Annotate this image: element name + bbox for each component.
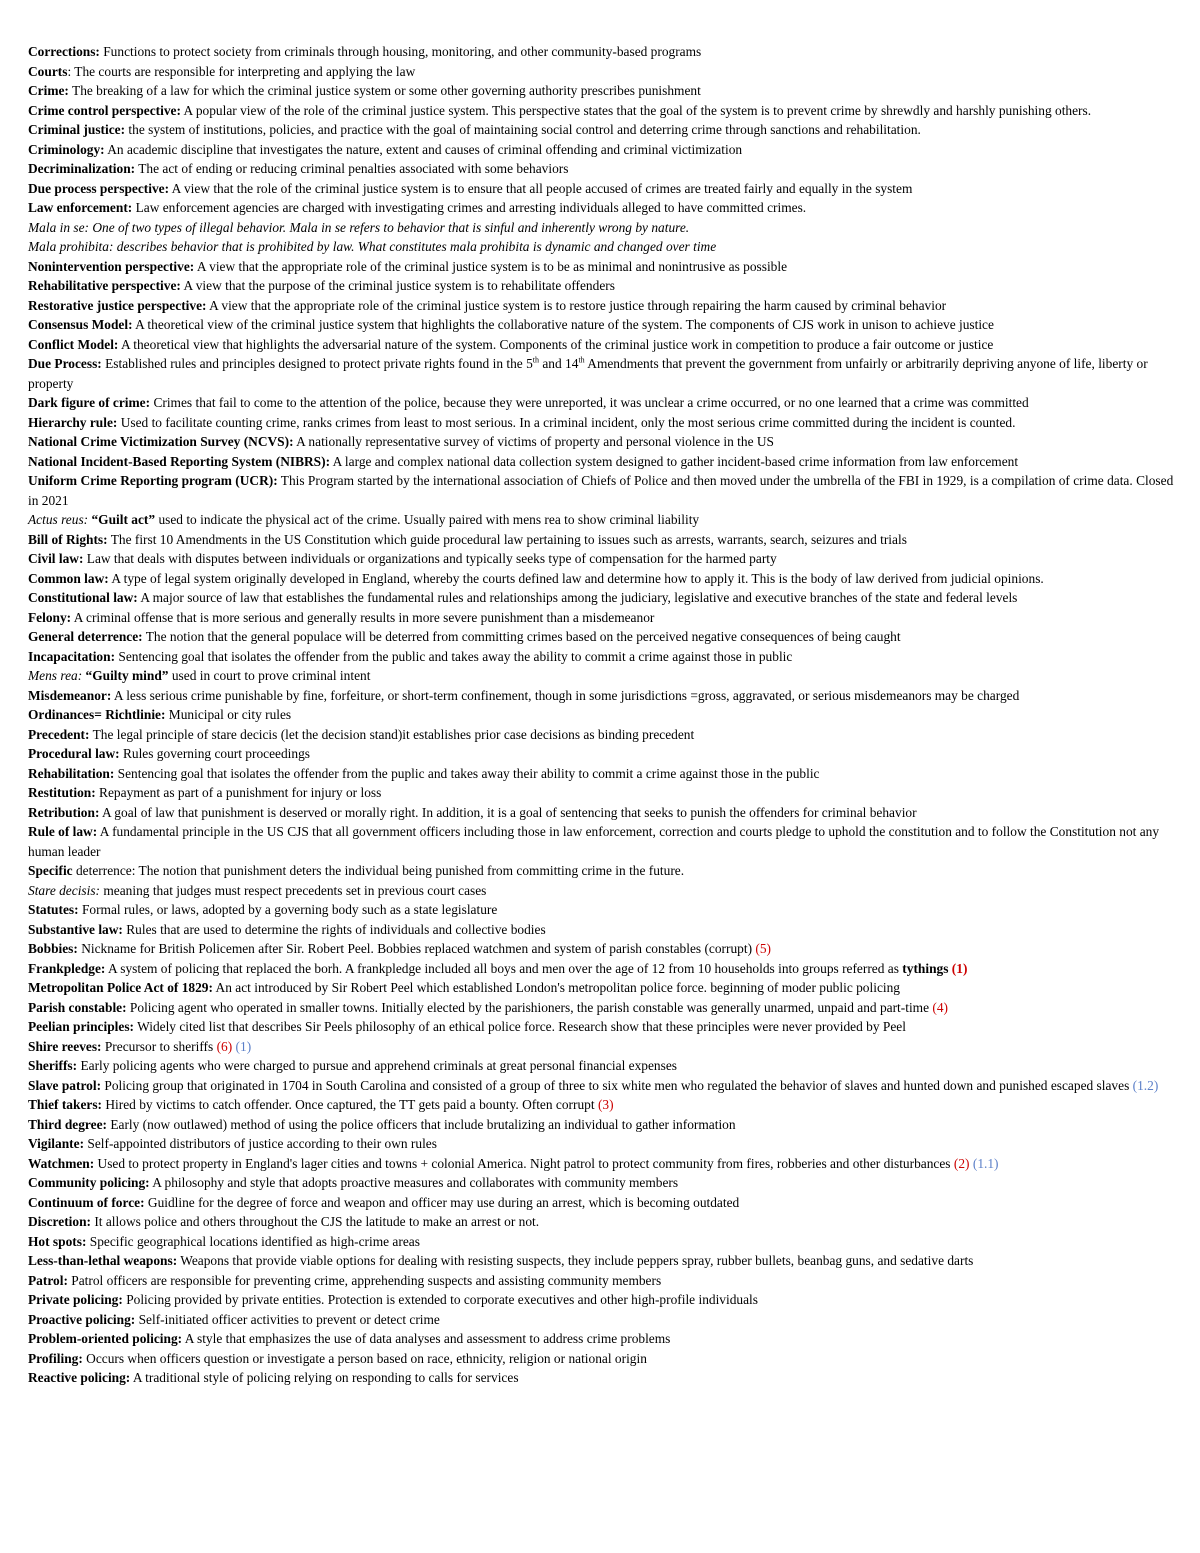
term-label: Third degree: bbox=[28, 1116, 107, 1132]
term-label: Due process perspective: bbox=[28, 180, 170, 196]
definition-text: The notion that the general populace will be deterred from committing crimes based on the perceived negative consequences of being caught bbox=[142, 629, 901, 644]
definition-text: It allows police and others throughout the CJS the latitude to make an arrest or not. bbox=[90, 1214, 540, 1229]
term-label: Metropolitan Police Act of 1829: bbox=[28, 980, 213, 995]
term-label: Civil law: bbox=[28, 551, 84, 566]
glossary-entry bbox=[28, 725, 1176, 745]
definition-text: Policing provided by private entities. Protection is extended to corporate executives and other high-profile individuals bbox=[122, 1292, 758, 1307]
term-label: National Crime Victimization Survey (NCVS): bbox=[28, 434, 294, 449]
definition-text: A view that the role of the criminal justice system is to ensure that all people accused of crimes are treated fairly and equally in the system bbox=[169, 180, 913, 196]
term-label: Hierarchy rule: bbox=[28, 414, 118, 430]
definition-text: A type of legal system originally developed in England, whereby the courts defined law and determine how to apply it. This is the body of law derived from judicial opinions. bbox=[108, 570, 1044, 586]
term-label: Due Process: bbox=[28, 356, 102, 371]
glossary-entry bbox=[28, 1193, 1176, 1213]
definition-text: The breaking of a law for which the criminal justice system or some other governing authority prescribes punishment bbox=[68, 83, 701, 98]
term-label: Proactive policing: bbox=[28, 1311, 136, 1327]
glossary-entry bbox=[28, 1115, 1176, 1135]
glossary-entry bbox=[28, 1037, 1176, 1057]
glossary-entry bbox=[28, 198, 1176, 218]
definition-text: This Program started by the international association of Chiefs of Police and then moved under the umbrella of the FBI in 1929, is a compilation of crime data. Closed in 2021 bbox=[28, 473, 1174, 508]
definition-text: Rules governing court proceedings bbox=[119, 746, 311, 761]
superscript: th bbox=[532, 355, 540, 365]
term-label: Decriminalization: bbox=[28, 161, 136, 176]
term-label: Conflict Model: bbox=[28, 336, 119, 352]
term-label: Slave patrol: bbox=[28, 1077, 102, 1093]
definition-text: A traditional style of policing relying on responding to calls for services bbox=[130, 1370, 519, 1385]
definition-text: A theoretical view of the criminal justice system that highlights the collaborative nature of the system. The components of CJS work in unison to achieve justice bbox=[132, 317, 994, 332]
glossary-entry bbox=[28, 81, 1176, 101]
term-label: Crime: bbox=[28, 83, 69, 98]
italic-text: Mala in se: One of two types of illegal behavior. Mala in se refers to behavior that is sinful and inherently wrong by nature. bbox=[28, 219, 690, 235]
glossary-entry bbox=[28, 120, 1176, 140]
term-label: Rehabilitative perspective: bbox=[28, 278, 181, 293]
definition-text: The first 10 Amendments in the US Constitution which guide procedural law pertaining to issues such as arrests, warrants, search, seizures and trials bbox=[107, 531, 907, 547]
glossary-entry bbox=[28, 1017, 1176, 1037]
definition-text: Crimes that fail to come to the attention of the police, because they were unreported, it was unclear a crime occurred, or no one learned that a crime was committed bbox=[150, 395, 1029, 410]
definition-text: A view that the appropriate role of the criminal justice system is to restore justice through repairing the harm caused by criminal behavior bbox=[206, 297, 947, 313]
italic-text: Mens rea: bbox=[28, 668, 83, 683]
definition-text: A theoretical view that highlights the adversarial nature of the system. Components of the criminal justice work in competition to produce a fair outcome or justice bbox=[118, 336, 994, 352]
term-label: Uniform Crime Reporting program (UCR): bbox=[28, 473, 278, 488]
definition-text: A fundamental principle in the US CJS that all government officers including those in law enforcement, correction and courts pledge to uphold the constitution and to follow the Constitution not any human leader bbox=[28, 824, 1160, 859]
term-label: Patrol: bbox=[28, 1272, 68, 1288]
glossary-entry bbox=[28, 257, 1176, 277]
term-label: Watchmen: bbox=[28, 1155, 95, 1171]
glossary-entry bbox=[28, 393, 1176, 413]
glossary-entry bbox=[28, 1251, 1176, 1271]
definition-text: Widely cited list that describes Sir Peels philosophy of an ethical police force. Research show that these principles were never provided by Peel bbox=[134, 1019, 906, 1034]
glossary-entry bbox=[28, 1368, 1176, 1388]
definition-text: and 14 bbox=[539, 356, 579, 371]
glossary-entry bbox=[28, 705, 1176, 725]
term-label: Courts bbox=[28, 63, 68, 79]
glossary-entry bbox=[28, 1173, 1176, 1193]
definition-text: A philosophy and style that adopts proactive measures and collaborates with community members bbox=[149, 1175, 679, 1190]
glossary-entry bbox=[28, 315, 1176, 335]
definition-text: An act introduced by Sir Robert Peel which established London's metropolitan police force. beginning of moder public policing bbox=[212, 980, 900, 995]
glossary-entry bbox=[28, 764, 1176, 784]
glossary-entry bbox=[28, 218, 1176, 238]
definition-text: Sentencing goal that isolates the offender from the public and takes away the ability to commit a crime against those in public bbox=[115, 648, 793, 664]
term-label: National Incident-Based Reporting System (NIBRS): bbox=[28, 453, 331, 469]
definition-text: Law that deals with disputes between individuals or organizations and typically seeks type of compensation for the harmed party bbox=[83, 551, 777, 566]
definition-text: Self-initiated officer activities to prevent or detect crime bbox=[135, 1311, 440, 1327]
term-label: Parish constable: bbox=[28, 999, 127, 1015]
superscript: th bbox=[578, 355, 585, 365]
term-label: Consensus Model: bbox=[28, 317, 133, 332]
glossary-entry bbox=[28, 159, 1176, 179]
glossary-entry bbox=[28, 686, 1176, 706]
definition-text: Repayment as part of a punishment for injury or loss bbox=[95, 785, 382, 800]
term-label: Dark figure of crime: bbox=[28, 395, 151, 410]
term-label: Criminal justice: bbox=[28, 122, 126, 137]
term-label: Procedural law: bbox=[28, 746, 120, 761]
term-label: Rule of law: bbox=[28, 824, 98, 839]
glossary-entry bbox=[28, 530, 1176, 550]
definition-text: Used to facilitate counting crime, ranks crimes from least to most serious. In a criminal incident, only the most serious crime committed during the incident is counted. bbox=[117, 414, 1016, 430]
definition-text: A view that the purpose of the criminal justice system is to rehabilitate offenders bbox=[180, 278, 615, 293]
term-label: Rehabilitation: bbox=[28, 765, 115, 781]
definition-text: The legal principle of stare decicis (let the decision stand)it establishes prior case decisions as binding precedent bbox=[89, 726, 695, 742]
glossary-entry bbox=[28, 276, 1176, 296]
term-label: Reactive policing: bbox=[28, 1370, 131, 1385]
definition-text: A large and complex national data collection system designed to gather incident-based crime information from law enforcement bbox=[330, 453, 1019, 469]
term-label: Misdemeanor: bbox=[28, 687, 112, 703]
glossary-entry bbox=[28, 179, 1176, 199]
red-annotation: (3) bbox=[597, 1097, 614, 1112]
blue-annotation: (1.2) bbox=[1132, 1077, 1159, 1093]
italic-text: Actus reus: bbox=[28, 512, 89, 527]
term-label: Law enforcement: bbox=[28, 200, 133, 215]
glossary-entry bbox=[28, 627, 1176, 647]
glossary-entry bbox=[28, 1076, 1176, 1096]
glossary-entry bbox=[28, 783, 1176, 803]
definition-text: An academic discipline that investigates the nature, extent and causes of criminal offending and criminal victimization bbox=[104, 141, 743, 157]
definition-text: Functions to protect society from criminals through housing, monitoring, and other community-based programs bbox=[99, 44, 702, 59]
definition-text: Policing group that originated in 1704 in South Carolina and consisted of a group of three to six white men who regulated the behavior of slaves and hunted down and punished escaped slaves bbox=[101, 1077, 1133, 1093]
term-label: Criminology: bbox=[28, 141, 105, 157]
term-label: Common law: bbox=[28, 570, 109, 586]
definition-text: Precursor to sheriffs bbox=[101, 1038, 217, 1054]
term-label: Frankpledge: bbox=[28, 960, 106, 976]
term-label: Less-than-lethal weapons: bbox=[28, 1253, 178, 1268]
definition-text: A nationally representative survey of victims of property and personal violence in the US bbox=[293, 434, 774, 449]
term-label: Hot spots: bbox=[28, 1233, 87, 1249]
definition-text: A criminal offense that is more serious and generally results in more severe punishment than a misdemeanor bbox=[71, 609, 655, 625]
term-label: Corrections: bbox=[28, 44, 100, 59]
term-label: Vigilante: bbox=[28, 1136, 85, 1151]
glossary-entry bbox=[28, 920, 1176, 940]
definition-text: used in court to prove criminal intent bbox=[168, 668, 371, 683]
definition-text: A goal of law that punishment is deserved or morally right. In addition, it is a goal of sentencing that seeks to punish the offenders for criminal behavior bbox=[99, 804, 917, 820]
glossary-entry bbox=[28, 1232, 1176, 1252]
glossary-entry bbox=[28, 1134, 1176, 1154]
glossary-entry bbox=[28, 140, 1176, 160]
definition-text: deterrence: The notion that punishment deters the individual being punished from committing crime in the future. bbox=[72, 863, 685, 878]
glossary-entry bbox=[28, 42, 1176, 62]
glossary-entry bbox=[28, 861, 1176, 881]
definition-text: Amendments that prevent the government from unfairly or arbitrarily depriving anyone of life, liberty or property bbox=[28, 356, 1148, 391]
definition-text: A style that emphasizes the use of data analyses and assessment to address crime problems bbox=[182, 1331, 671, 1346]
term-label: Private policing: bbox=[28, 1292, 123, 1307]
term-label: Discretion: bbox=[28, 1214, 91, 1229]
italic-text: Stare decisis: bbox=[28, 882, 101, 898]
glossary-entry bbox=[28, 998, 1176, 1018]
glossary-entry bbox=[28, 549, 1176, 569]
definition-text: A view that the appropriate role of the criminal justice system is to be as minimal and nonintrusive as possible bbox=[194, 258, 788, 274]
definition-text: Sentencing goal that isolates the offender from the puplic and takes away their ability to commit a crime against those in the public bbox=[114, 765, 820, 781]
definition-text: Formal rules, or laws, adopted by a governing body such as a state legislature bbox=[78, 902, 498, 917]
glossary-document bbox=[28, 42, 1176, 1388]
term-label: Continuum of force: bbox=[28, 1194, 145, 1210]
term-label: Substantive law: bbox=[28, 921, 123, 937]
definition-text: : The courts are responsible for interpreting and applying the law bbox=[67, 63, 416, 79]
glossary-entry bbox=[28, 1212, 1176, 1232]
definition-text: Hired by victims to catch offender. Once captured, the TT gets paid a bounty. Often corrupt bbox=[102, 1097, 598, 1112]
definition-text: The act of ending or reducing criminal penalties associated with some behaviors bbox=[135, 161, 569, 176]
glossary-entry bbox=[28, 666, 1176, 686]
term-label: Problem-oriented policing: bbox=[28, 1331, 183, 1346]
red-annotation: (4) bbox=[932, 999, 949, 1015]
term-label: Restorative justice perspective: bbox=[28, 297, 207, 313]
term-label: Statutes: bbox=[28, 902, 79, 917]
definition-text: the system of institutions, policies, and practice with the goal of maintaining social control and deterring crime through sanctions and rehabilitation. bbox=[125, 122, 921, 137]
definition-text: Policing agent who operated in smaller towns. Initially elected by the parishioners, the parish constable was generally unarmed, unpaid and part-time bbox=[126, 999, 933, 1015]
term-label: Profiling: bbox=[28, 1350, 83, 1366]
glossary-entry bbox=[28, 335, 1176, 355]
glossary-entry bbox=[28, 510, 1176, 530]
definition-text: Municipal or city rules bbox=[165, 707, 292, 722]
glossary-entry bbox=[28, 900, 1176, 920]
term-label: Sheriffs: bbox=[28, 1058, 78, 1073]
red-annotation: (1) bbox=[951, 960, 968, 976]
glossary-entry bbox=[28, 413, 1176, 433]
definition-text: Used to protect property in England's lager cities and towns + colonial America. Night patrol to protect community from fires, robberies and other disturbances bbox=[94, 1155, 954, 1171]
blue-annotation: (1.1) bbox=[972, 1155, 999, 1171]
term-label: Ordinances= Richtlinie: bbox=[28, 707, 166, 722]
term-label: Precedent: bbox=[28, 726, 90, 742]
glossary-entry bbox=[28, 471, 1176, 510]
term-label: Crime control perspective: bbox=[28, 102, 181, 118]
definition-text: Weapons that provide viable options for dealing with resisting suspects, they include peppers spray, rubber bullets, beanbag guns, and sedative darts bbox=[177, 1253, 974, 1268]
term-label: Bill of Rights: bbox=[28, 531, 108, 547]
definition-text: A less serious crime punishable by fine, forfeiture, or short-term confinement, though in some jurisdictions =gross, aggravated, or serious misdemeanors may be charged bbox=[111, 687, 1020, 703]
definition-text: Patrol officers are responsible for preventing crime, apprehending suspects and assisting community members bbox=[67, 1272, 662, 1288]
glossary-entry bbox=[28, 822, 1176, 861]
term-label: Incapacitation: bbox=[28, 648, 116, 664]
definition-text: Self-appointed distributors of justice according to their own rules bbox=[84, 1136, 437, 1151]
term-label: “Guilty mind” bbox=[85, 668, 169, 683]
term-label: Bobbies: bbox=[28, 941, 78, 956]
definition-text: meaning that judges must respect precedents set in previous court cases bbox=[100, 882, 487, 898]
red-annotation: (6) bbox=[216, 1038, 233, 1054]
glossary-entry bbox=[28, 296, 1176, 316]
definition-text: Guidline for the degree of force and weapon and officer may use during an arrest, which is becoming outdated bbox=[144, 1194, 740, 1210]
term-label: Retribution: bbox=[28, 804, 100, 820]
definition-text: A system of policing that replaced the borh. A frankpledge included all boys and men over the age of 12 from 10 households into groups referred as bbox=[105, 960, 903, 976]
red-annotation: (2) bbox=[953, 1155, 970, 1171]
term-label: Peelian principles: bbox=[28, 1019, 135, 1034]
definition-text: used to indicate the physical act of the crime. Usually paired with mens rea to show criminal liability bbox=[155, 512, 700, 527]
glossary-entry bbox=[28, 569, 1176, 589]
glossary-entry bbox=[28, 939, 1176, 959]
definition-text: Established rules and principles designed to protect private rights found in the 5 bbox=[101, 356, 533, 371]
glossary-entry bbox=[28, 1095, 1176, 1115]
term-label: tythings bbox=[902, 960, 949, 976]
glossary-entry bbox=[28, 354, 1176, 393]
glossary-entry bbox=[28, 1349, 1176, 1369]
glossary-entry bbox=[28, 588, 1176, 608]
glossary-entry bbox=[28, 62, 1176, 82]
definition-text: Specific geographical locations identified as high-crime areas bbox=[86, 1233, 420, 1249]
term-label: Community policing: bbox=[28, 1175, 150, 1190]
glossary-entry bbox=[28, 1271, 1176, 1291]
definition-text: Early policing agents who were charged to pursue and apprehend criminals at great personal financial expenses bbox=[77, 1058, 677, 1073]
glossary-entry bbox=[28, 1056, 1176, 1076]
term-label: General deterrence: bbox=[28, 629, 143, 644]
definition-text: Rules that are used to determine the rights of individuals and collective bodies bbox=[122, 921, 546, 937]
definition-text: A popular view of the role of the criminal justice system. This perspective states that the goal of the system is to prevent crime by shrewdly and harshly punishing others. bbox=[180, 102, 1092, 118]
glossary-entry bbox=[28, 959, 1176, 979]
term-label: Shire reeves: bbox=[28, 1038, 102, 1054]
term-label: Thief takers: bbox=[28, 1097, 103, 1112]
glossary-entry bbox=[28, 608, 1176, 628]
glossary-entry bbox=[28, 1290, 1176, 1310]
glossary-entry bbox=[28, 978, 1176, 998]
definition-text: A major source of law that establishes the fundamental rules and relationships among the judiciary, legislative and executive branches of the state and federal levels bbox=[137, 590, 1018, 605]
glossary-entry bbox=[28, 647, 1176, 667]
glossary-entry bbox=[28, 1154, 1176, 1174]
term-label: Constitutional law: bbox=[28, 590, 138, 605]
glossary-entry bbox=[28, 1329, 1176, 1349]
term-label: Specific bbox=[28, 863, 73, 878]
term-label: Nonintervention perspective: bbox=[28, 258, 195, 274]
glossary-entry bbox=[28, 803, 1176, 823]
definition-text: Law enforcement agencies are charged with investigating crimes and arresting individuals alleged to have committed crimes. bbox=[132, 200, 807, 215]
glossary-entry bbox=[28, 432, 1176, 452]
glossary-entry bbox=[28, 881, 1176, 901]
glossary-entry bbox=[28, 744, 1176, 764]
blue-annotation: (1) bbox=[235, 1038, 252, 1054]
term-label: “Guilt act” bbox=[91, 512, 156, 527]
term-label: Felony: bbox=[28, 609, 72, 625]
definition-text: Nickname for British Policemen after Sir. Robert Peel. Bobbies replaced watchmen and system of parish constables (corrupt) bbox=[77, 941, 756, 956]
definition-text: Early (now outlawed) method of using the police officers that include brutalizing an individual to gather information bbox=[106, 1116, 736, 1132]
glossary-entry bbox=[28, 452, 1176, 472]
glossary-entry bbox=[28, 1310, 1176, 1330]
italic-text: Mala prohibita: describes behavior that is prohibited by law. What constitutes mala prohibita is dynamic and changed over time bbox=[28, 239, 717, 254]
definition-text: Occurs when officers question or investigate a person based on race, ethnicity, religion or national origin bbox=[82, 1350, 647, 1366]
glossary-entry bbox=[28, 101, 1176, 121]
term-label: Restitution: bbox=[28, 785, 96, 800]
red-annotation: (5) bbox=[755, 941, 772, 956]
glossary-entry bbox=[28, 237, 1176, 257]
